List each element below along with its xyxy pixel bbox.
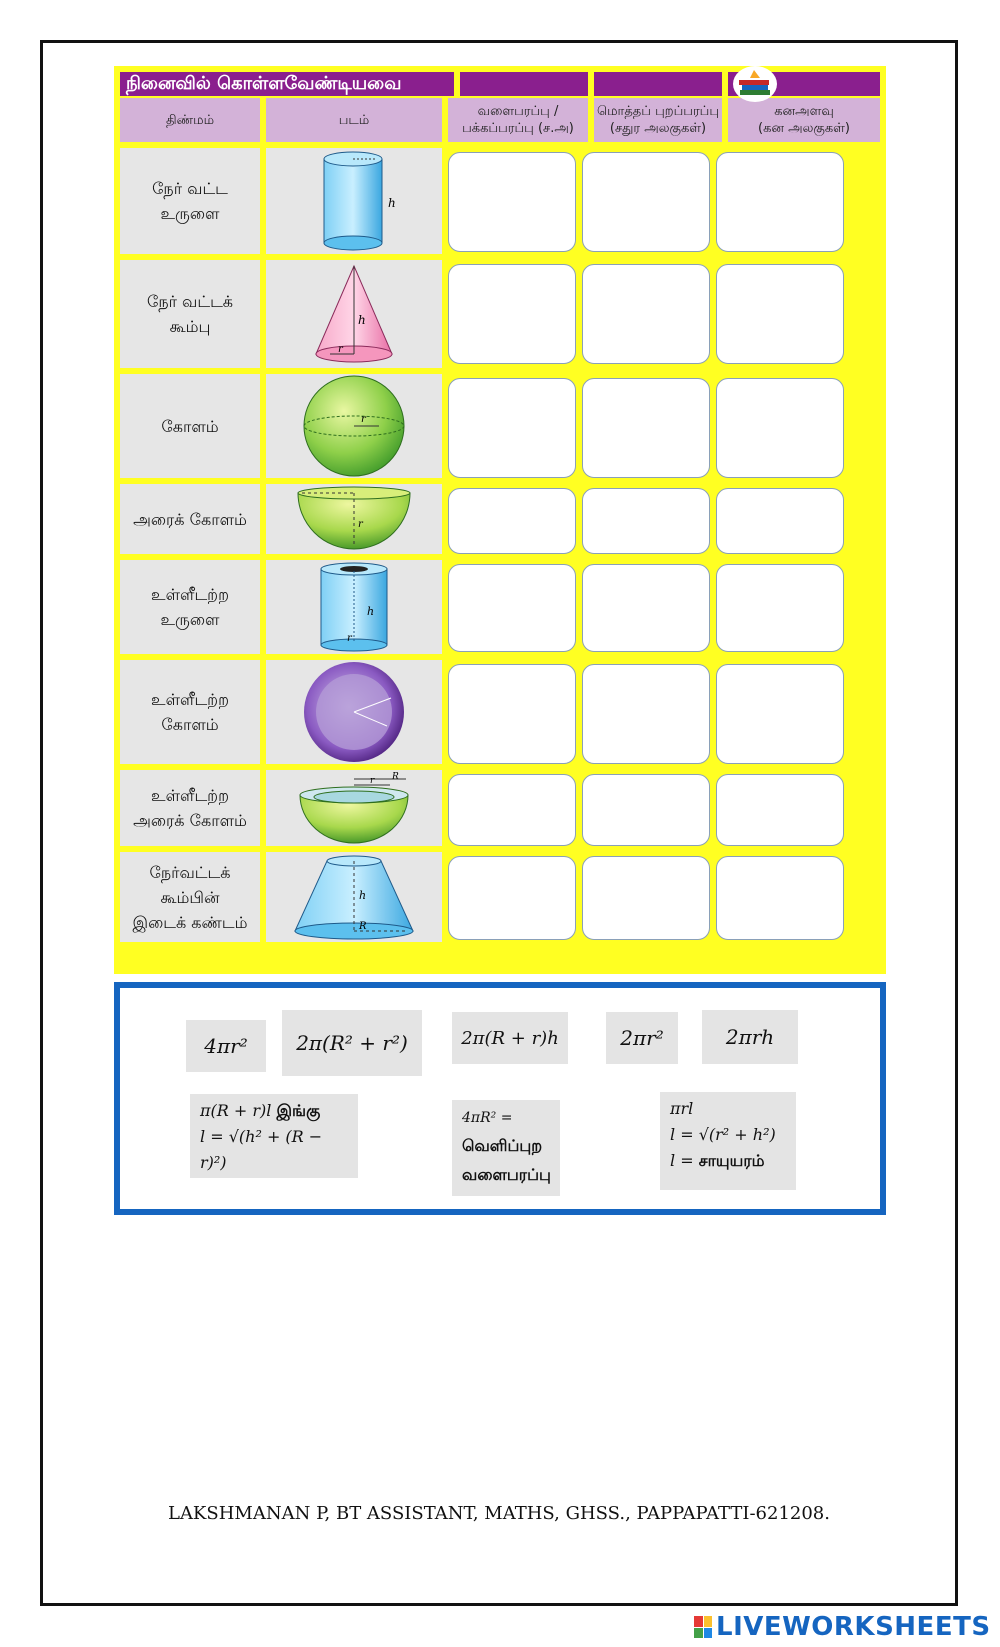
formula-chip-frustum-csa[interactable] — [190, 1094, 358, 1178]
formula-text: 2π(R² + r²) — [296, 1031, 408, 1055]
formula-word: சாயுயரம் — [698, 1151, 765, 1170]
author-credit: LAKSHMANAN P, BT ASSISTANT, MATHS, GHSS., PAPPAPATTI-621208. — [167, 1503, 830, 1524]
answer-box-sphere-volume[interactable] — [716, 378, 844, 478]
liveworksheets-logo[interactable] — [694, 1612, 991, 1642]
formula-text: 4πR² = — [462, 1110, 513, 1126]
table-row-name-cylinder — [120, 148, 260, 254]
hollow-hemisphere-icon — [294, 771, 414, 845]
answer-box-cylinder-csa[interactable] — [448, 152, 576, 252]
row-label-line: அரைக் கோளம் — [133, 811, 247, 830]
label-r: r — [338, 344, 343, 355]
row-label-line: உருளை — [160, 204, 220, 223]
formula-table — [114, 66, 886, 974]
formula-chip-hollow-cylinder-csa[interactable] — [452, 1012, 568, 1064]
row-label-line: நேர் வட்டக் — [146, 292, 234, 311]
answer-box-hollow-cylinder-tsa[interactable] — [582, 564, 710, 652]
table-row-name-hollow-cylinder — [120, 560, 260, 654]
row-label-line: நேர்வட்டக் — [149, 862, 231, 882]
formula-chip-hollow-hemisphere-csa[interactable] — [282, 1010, 422, 1076]
formula-chip-hemisphere-csa[interactable] — [606, 1012, 678, 1064]
formula-text: l = — [670, 1151, 694, 1170]
brand-grid-icon — [694, 1616, 712, 1638]
answer-box-cone-tsa[interactable] — [582, 264, 710, 364]
row-label-line: இடைக் கண்டம் — [132, 912, 248, 932]
formula-text: 2πr² — [620, 1026, 664, 1050]
header-band-csa — [460, 72, 588, 96]
header-solid-label: திண்மம் — [165, 112, 215, 128]
header-solid — [120, 98, 260, 142]
formula-chip-cone-csa[interactable] — [660, 1092, 796, 1190]
label-r: r — [358, 519, 363, 530]
formula-word: வளைபரப்பு — [462, 1165, 551, 1184]
answer-box-hollow-hemisphere-csa[interactable] — [448, 774, 576, 846]
answer-box-frustum-tsa[interactable] — [582, 856, 710, 940]
frustum-icon — [289, 853, 419, 941]
answer-box-cylinder-tsa[interactable] — [582, 152, 710, 252]
hemisphere-figure — [266, 484, 442, 554]
row-label-line: கூம்பின் — [160, 887, 220, 907]
row-label-line: உள்ளீடற்ற — [151, 786, 229, 805]
hollow-sphere-figure — [266, 660, 442, 764]
row-label-line: அரைக் கோளம் — [133, 509, 247, 529]
answer-box-hollow-sphere-volume[interactable] — [716, 664, 844, 764]
formula-text: πrl — [670, 1099, 694, 1118]
books-icon — [730, 66, 780, 106]
formula-text: π(R + r)l — [200, 1101, 272, 1120]
row-label-line: கோளம் — [161, 416, 219, 436]
header-figure-label: படம் — [338, 112, 370, 128]
formula-word: இங்கு — [276, 1101, 321, 1120]
label-R: R — [359, 921, 367, 932]
hollow-sphere-icon — [299, 660, 409, 764]
label-r: r — [361, 414, 366, 425]
header-csa-line1: வளைபரப்பு / — [477, 104, 559, 119]
hollow-hemisphere-figure — [266, 770, 442, 846]
cone-icon — [304, 262, 404, 366]
sphere-figure — [266, 374, 442, 478]
formula-text: 4πr² — [204, 1034, 248, 1058]
brand-text: LIVEWORKSHEETS — [716, 1612, 991, 1642]
formula-bank — [114, 982, 886, 1215]
cylinder-figure — [266, 148, 442, 254]
row-label-line: கோளம் — [161, 715, 219, 734]
answer-box-hollow-cylinder-csa[interactable] — [448, 564, 576, 652]
formula-text: l = √(h² + (R − r)²) — [200, 1127, 323, 1172]
table-row-name-sphere — [120, 374, 260, 478]
label-h: h — [388, 196, 396, 210]
hollow-cylinder-figure — [266, 560, 442, 654]
cone-figure — [266, 260, 442, 368]
header-tsa-line1: மொத்தப் புறப்பரப்பு — [596, 104, 720, 119]
header-csa-line2: பக்கப்பரப்பு (ச.அ) — [462, 121, 574, 136]
formula-chip-cylinder-csa[interactable] — [702, 1010, 798, 1064]
table-row-name-hollow-sphere — [120, 660, 260, 764]
header-tsa — [594, 98, 722, 142]
label-h: h — [367, 605, 375, 618]
answer-box-hemisphere-volume[interactable] — [716, 488, 844, 554]
row-label-line: கூம்பு — [169, 317, 211, 336]
row-label-line: உள்ளீடற்ற — [151, 690, 229, 709]
table-row-name-hemisphere — [120, 484, 260, 554]
formula-chip-sphere-tsa[interactable] — [186, 1020, 266, 1072]
formula-chip-hollow-sphere-outer[interactable] — [452, 1100, 560, 1196]
answer-box-hollow-hemisphere-tsa[interactable] — [582, 774, 710, 846]
label-h: h — [358, 313, 366, 327]
label-r: r — [370, 776, 375, 786]
frustum-figure — [266, 852, 442, 942]
formula-word: வெளிப்புற — [462, 1136, 543, 1155]
answer-box-cone-volume[interactable] — [716, 264, 844, 364]
header-band-tsa — [594, 72, 722, 96]
header-tsa-line2: (சதுர அலகுகள்) — [609, 121, 707, 136]
header-csa — [448, 98, 588, 142]
answer-box-hollow-sphere-tsa[interactable] — [582, 664, 710, 764]
sphere-icon — [299, 374, 409, 478]
label-h: h — [359, 889, 367, 902]
label-r: r — [347, 633, 352, 644]
header-volume-line1: கனஅளவு — [774, 104, 834, 119]
answer-box-hollow-hemisphere-volume[interactable] — [716, 774, 844, 846]
answer-box-cylinder-volume[interactable] — [716, 152, 844, 252]
table-row-name-frustum — [120, 852, 260, 942]
hollow-cylinder-icon — [309, 561, 399, 653]
row-label-line: உள்ளீடற்ற — [151, 585, 229, 604]
formula-text: 2πrh — [725, 1025, 775, 1049]
answer-box-sphere-csa[interactable] — [448, 378, 576, 478]
label-R: R — [392, 772, 399, 782]
answer-box-cone-csa[interactable] — [448, 264, 576, 364]
row-label-line: உருளை — [160, 610, 220, 629]
answer-box-hollow-sphere-csa[interactable] — [448, 664, 576, 764]
table-row-name-cone — [120, 260, 260, 368]
cylinder-icon — [304, 149, 404, 253]
answer-box-frustum-volume[interactable] — [716, 856, 844, 940]
answer-box-sphere-tsa[interactable] — [582, 378, 710, 478]
answer-box-frustum-csa[interactable] — [448, 856, 576, 940]
header-volume-line2: (கன அலகுகள்) — [758, 121, 850, 136]
formula-text: l = √(r² + h²) — [670, 1125, 776, 1144]
header-figure — [266, 98, 442, 142]
table-row-name-hollow-hemisphere — [120, 770, 260, 846]
hemisphere-icon — [294, 485, 414, 553]
answer-box-hemisphere-csa[interactable] — [448, 488, 576, 554]
row-label-line: நேர் வட்ட — [152, 179, 228, 198]
answer-box-hemisphere-tsa[interactable] — [582, 488, 710, 554]
table-title: நினைவில் கொள்ளவேண்டியவை — [120, 72, 454, 96]
answer-box-hollow-cylinder-volume[interactable] — [716, 564, 844, 652]
formula-text: 2π(R + r)h — [461, 1027, 559, 1049]
